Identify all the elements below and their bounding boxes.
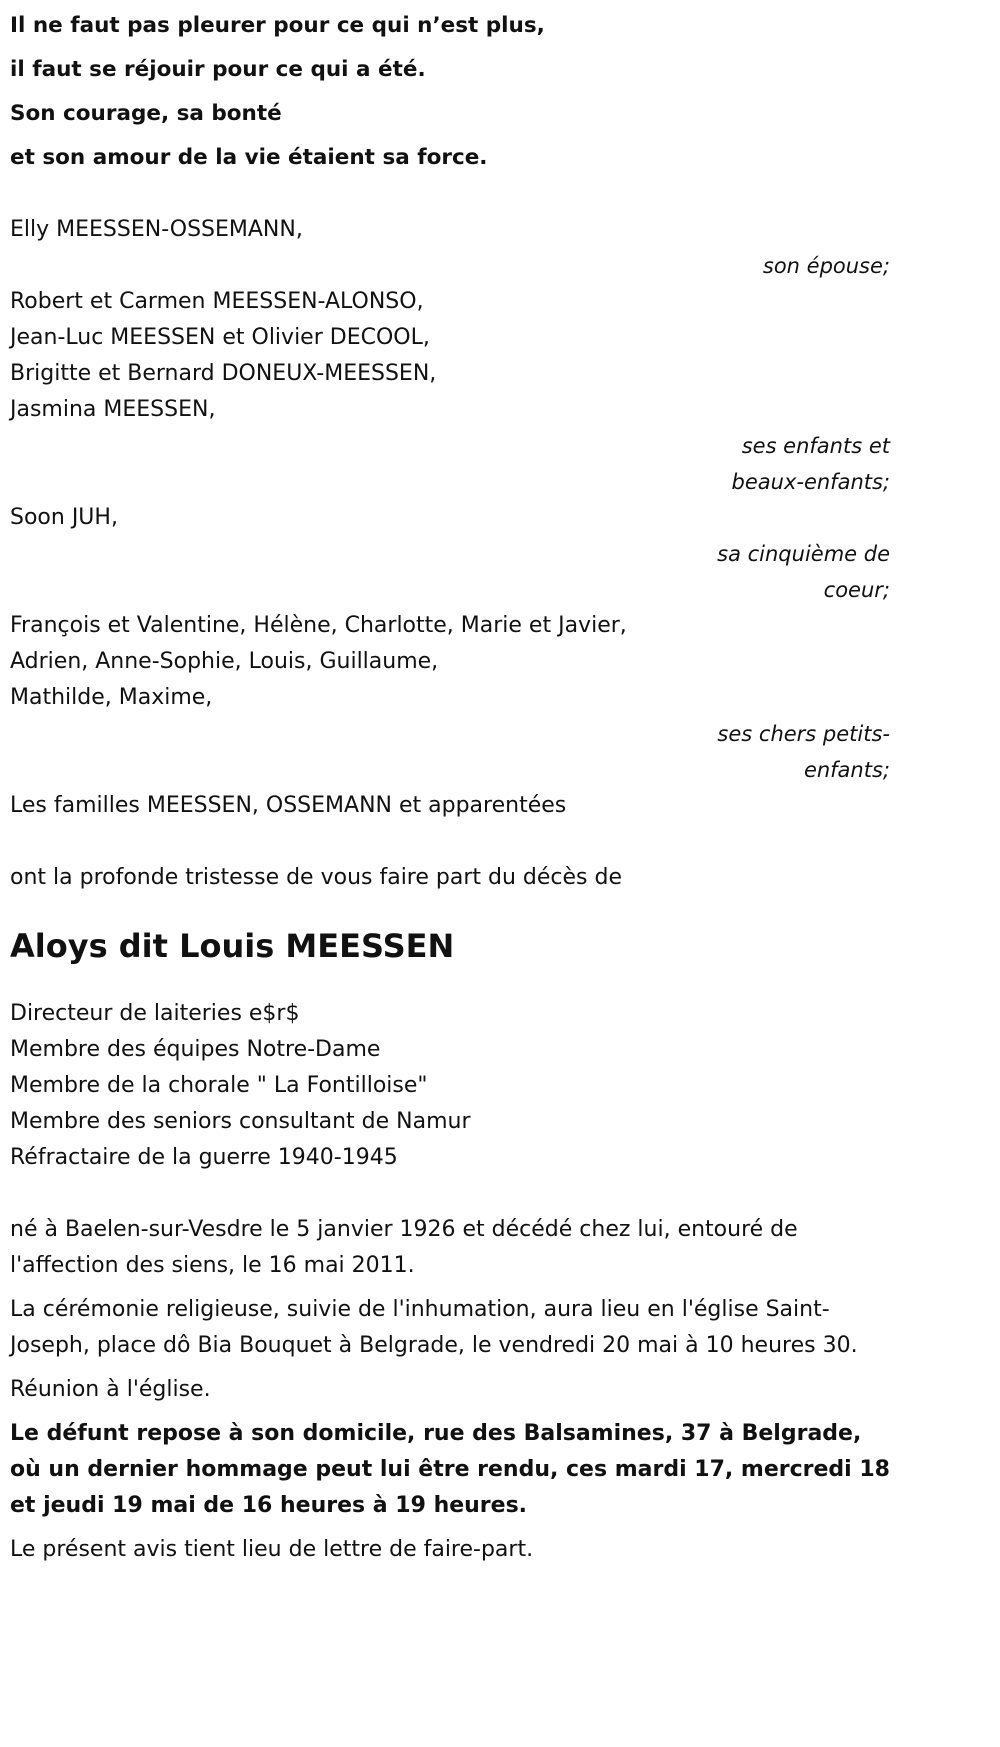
- deceased-name: Aloys dit Louis MEESSEN: [10, 927, 455, 965]
- spouse-group: [10, 212, 890, 284]
- announcement-text: ont la profonde tristesse de vous faire part du décès de: [10, 865, 622, 890]
- grandchildren-group: [10, 608, 890, 788]
- title-line: Directeur de laiteries e$r$: [10, 1001, 300, 1026]
- quote-line: et son amour de la vie étaient sa force.: [10, 145, 488, 170]
- family-name-line: Soon JUH,: [10, 505, 118, 530]
- closing-text: Le présent avis tient lieu de lettre de faire-part.: [10, 1537, 534, 1562]
- family-name-line: Brigitte et Bernard DONEUX-MEESSEN,: [10, 361, 437, 386]
- title-line: Membre des équipes Notre-Dame: [10, 1037, 381, 1062]
- family-name-line: Elly MEESSEN-OSSEMANN,: [10, 217, 303, 242]
- relation-label: ses chers petits-: [717, 722, 890, 746]
- relation-label: coeur;: [823, 578, 890, 602]
- heart-daughter-group: [10, 500, 890, 608]
- family-name-line: Mathilde, Maxime,: [10, 685, 213, 710]
- children-group: [10, 284, 890, 500]
- quote-line: il faut se réjouir pour ce qui a été.: [10, 57, 426, 82]
- obituary-notice: [10, 0, 890, 1568]
- birth-death-text: né à Baelen-sur-Vesdre le 5 janvier 1926 et décédé chez lui, entouré de l'affection des siens, le 16 mai 2011.: [10, 1217, 798, 1278]
- family-name-line: François et Valentine, Hélène, Charlotte, Marie et Javier,: [10, 613, 627, 638]
- family-name-line: Jean-Luc MEESSEN et Olivier DECOOL,: [10, 325, 430, 350]
- families-line: Les familles MEESSEN, OSSEMANN et apparentées: [10, 793, 567, 818]
- family-name-line: Adrien, Anne-Sophie, Louis, Guillaume,: [10, 649, 439, 674]
- relation-label: son épouse;: [762, 254, 890, 278]
- title-line: Réfractaire de la guerre 1940-1945: [10, 1145, 398, 1170]
- quote-line: Son courage, sa bonté: [10, 101, 282, 126]
- title-line: Membre de la chorale " La Fontilloise": [10, 1073, 428, 1098]
- relation-label: ses enfants et: [741, 434, 890, 458]
- relation-label: beaux-enfants;: [731, 470, 890, 494]
- reunion-text: Réunion à l'église.: [10, 1377, 211, 1402]
- family-name-line: Jasmina MEESSEN,: [10, 397, 216, 422]
- ceremony-text: La cérémonie religieuse, suivie de l'inhumation, aura lieu en l'église Saint-Joseph, place dô Bia Bouquet à Belgrade, le vendredi 20 mai à 10 heures 30.: [10, 1297, 858, 1358]
- title-line: Membre des seniors consultant de Namur: [10, 1109, 471, 1134]
- visitation-text: Le défunt repose à son domicile, rue des Balsamines, 37 à Belgrade, où un dernier hommage peut lui être rendu, ces mardi 17, mercredi 18 et jeudi 19 mai de 16 heures à 19 heures.: [10, 1421, 890, 1518]
- opening-quote: [10, 4, 890, 180]
- relation-label: enfants;: [803, 758, 890, 782]
- quote-line: Il ne faut pas pleurer pour ce qui n’est plus,: [10, 13, 545, 38]
- relation-label: sa cinquième de: [717, 542, 890, 566]
- family-name-line: Robert et Carmen MEESSEN-ALONSO,: [10, 289, 424, 314]
- deceased-titles: [10, 996, 890, 1176]
